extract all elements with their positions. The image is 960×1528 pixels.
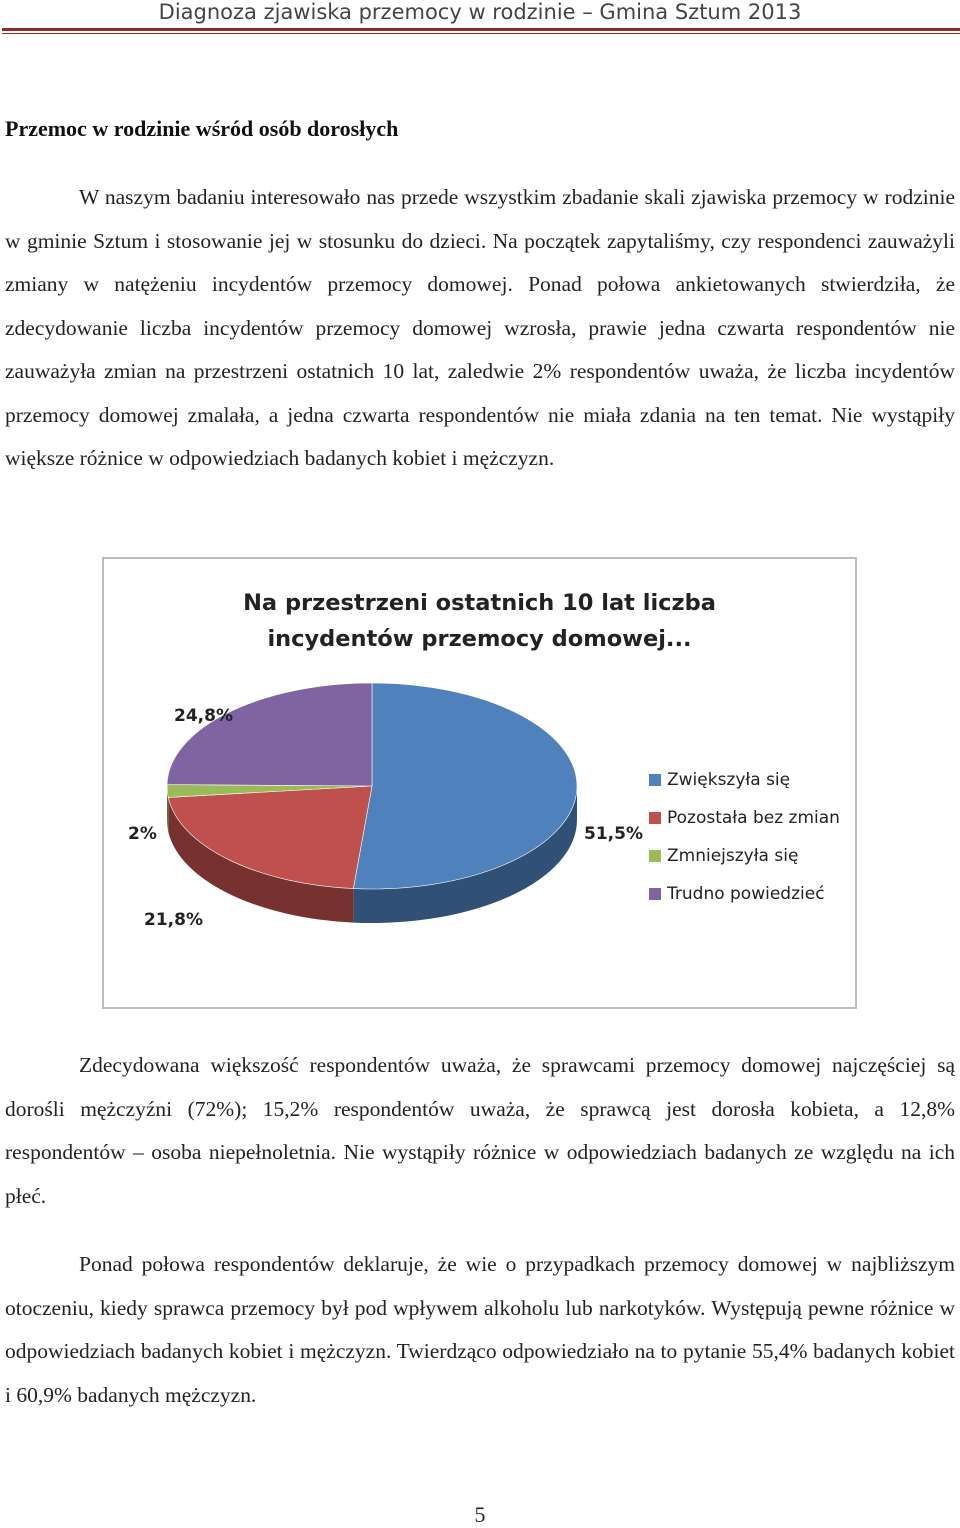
chart-title-line-1: Na przestrzeni ostatnich 10 lat liczba [243,590,716,616]
legend-swatch [649,888,661,900]
legend-label: Zwiększyła się [667,770,791,790]
legend-swatch [649,774,661,786]
header-rule-thick [2,28,960,31]
data-label-zmniejszyla: 2% [128,824,157,844]
legend-swatch [649,850,661,862]
page-number: 5 [474,1502,486,1527]
legend-label: Trudno powiedzieć [667,884,825,904]
paragraph-3: Ponad połowa respondentów deklaruje, że wie o przypadkach przemocy domowej w najbliższym otoczeniu, kiedy sprawca przemocy był pod wpływem alkoholu lub narkotyków. Występują pewne różnice w odpowiedziach badanych kobiet i mężczyzn. Twierdząco odpowiedziało na to pytanie 55,4% badanych kobiet i 60,9% badanych mężczyzn. [5,1252,955,1407]
chart-title-line-2: incydentów przemocy domowej... [267,626,692,652]
legend-label: Pozostała bez zmian [667,808,840,828]
data-label-trudno: 24,8% [174,706,233,726]
paragraph-1: W naszym badaniu interesowało nas przede wszystkim zbadanie skali zjawiska przemocy w rodzinie w gminie Sztum i stosowanie jej w stosunku do dzieci. Na początek zapytaliśmy, czy respondenci zauważyli zmiany w natężeniu incydentów przemocy domowej. Ponad połowa ankietowanych stwierdziła, że zdecydowanie liczba incydentów przemocy domowej wzrosła, prawie jedna czwarta respondentów nie zauważyła zmian na przestrzeni ostatnich 10 lat, zaledwie 2% respondentów uważa, że liczba incydentów przemocy domowej zmalała, a jedna czwarta respondentów nie miała zdania na ten temat. Nie wystąpiły większe różnice w odpowiedziach badanych kobiet i mężczyzn. [5,185,955,470]
legend-item-zwiekszyla [649,761,840,799]
pie-chart [102,557,857,1009]
data-label-zwiekszyla: 51,5% [584,824,643,844]
legend-item-zmniejszyla [649,837,840,875]
legend-label: Zmniejszyła się [667,846,799,866]
paragraph-2: Zdecydowana większość respondentów uważa, że sprawcami przemocy domowej najczęściej są dorośli mężczyźni (72%); 15,2% respondentów uważa, że sprawcą jest dorosła kobieta, a 12,8% respondentów – osoba niepełnoletnia. Nie wystąpiły różnice w odpowiedziach badanych ze względu na ich płeć. [5,1053,955,1208]
header-rule-thin [2,33,960,34]
running-header: Diagnoza zjawiska przemocy w rodzinie – Gmina Sztum 2013 [158,0,802,24]
data-label-bez-zmian: 21,8% [144,910,203,930]
pie-slice-3 [167,683,372,786]
chart-legend [649,761,840,913]
legend-swatch [649,812,661,824]
legend-item-bez-zmian [649,799,840,837]
legend-item-trudno [649,875,840,913]
section-heading: Przemoc w rodzinie wśród osób dorosłych [5,116,399,141]
